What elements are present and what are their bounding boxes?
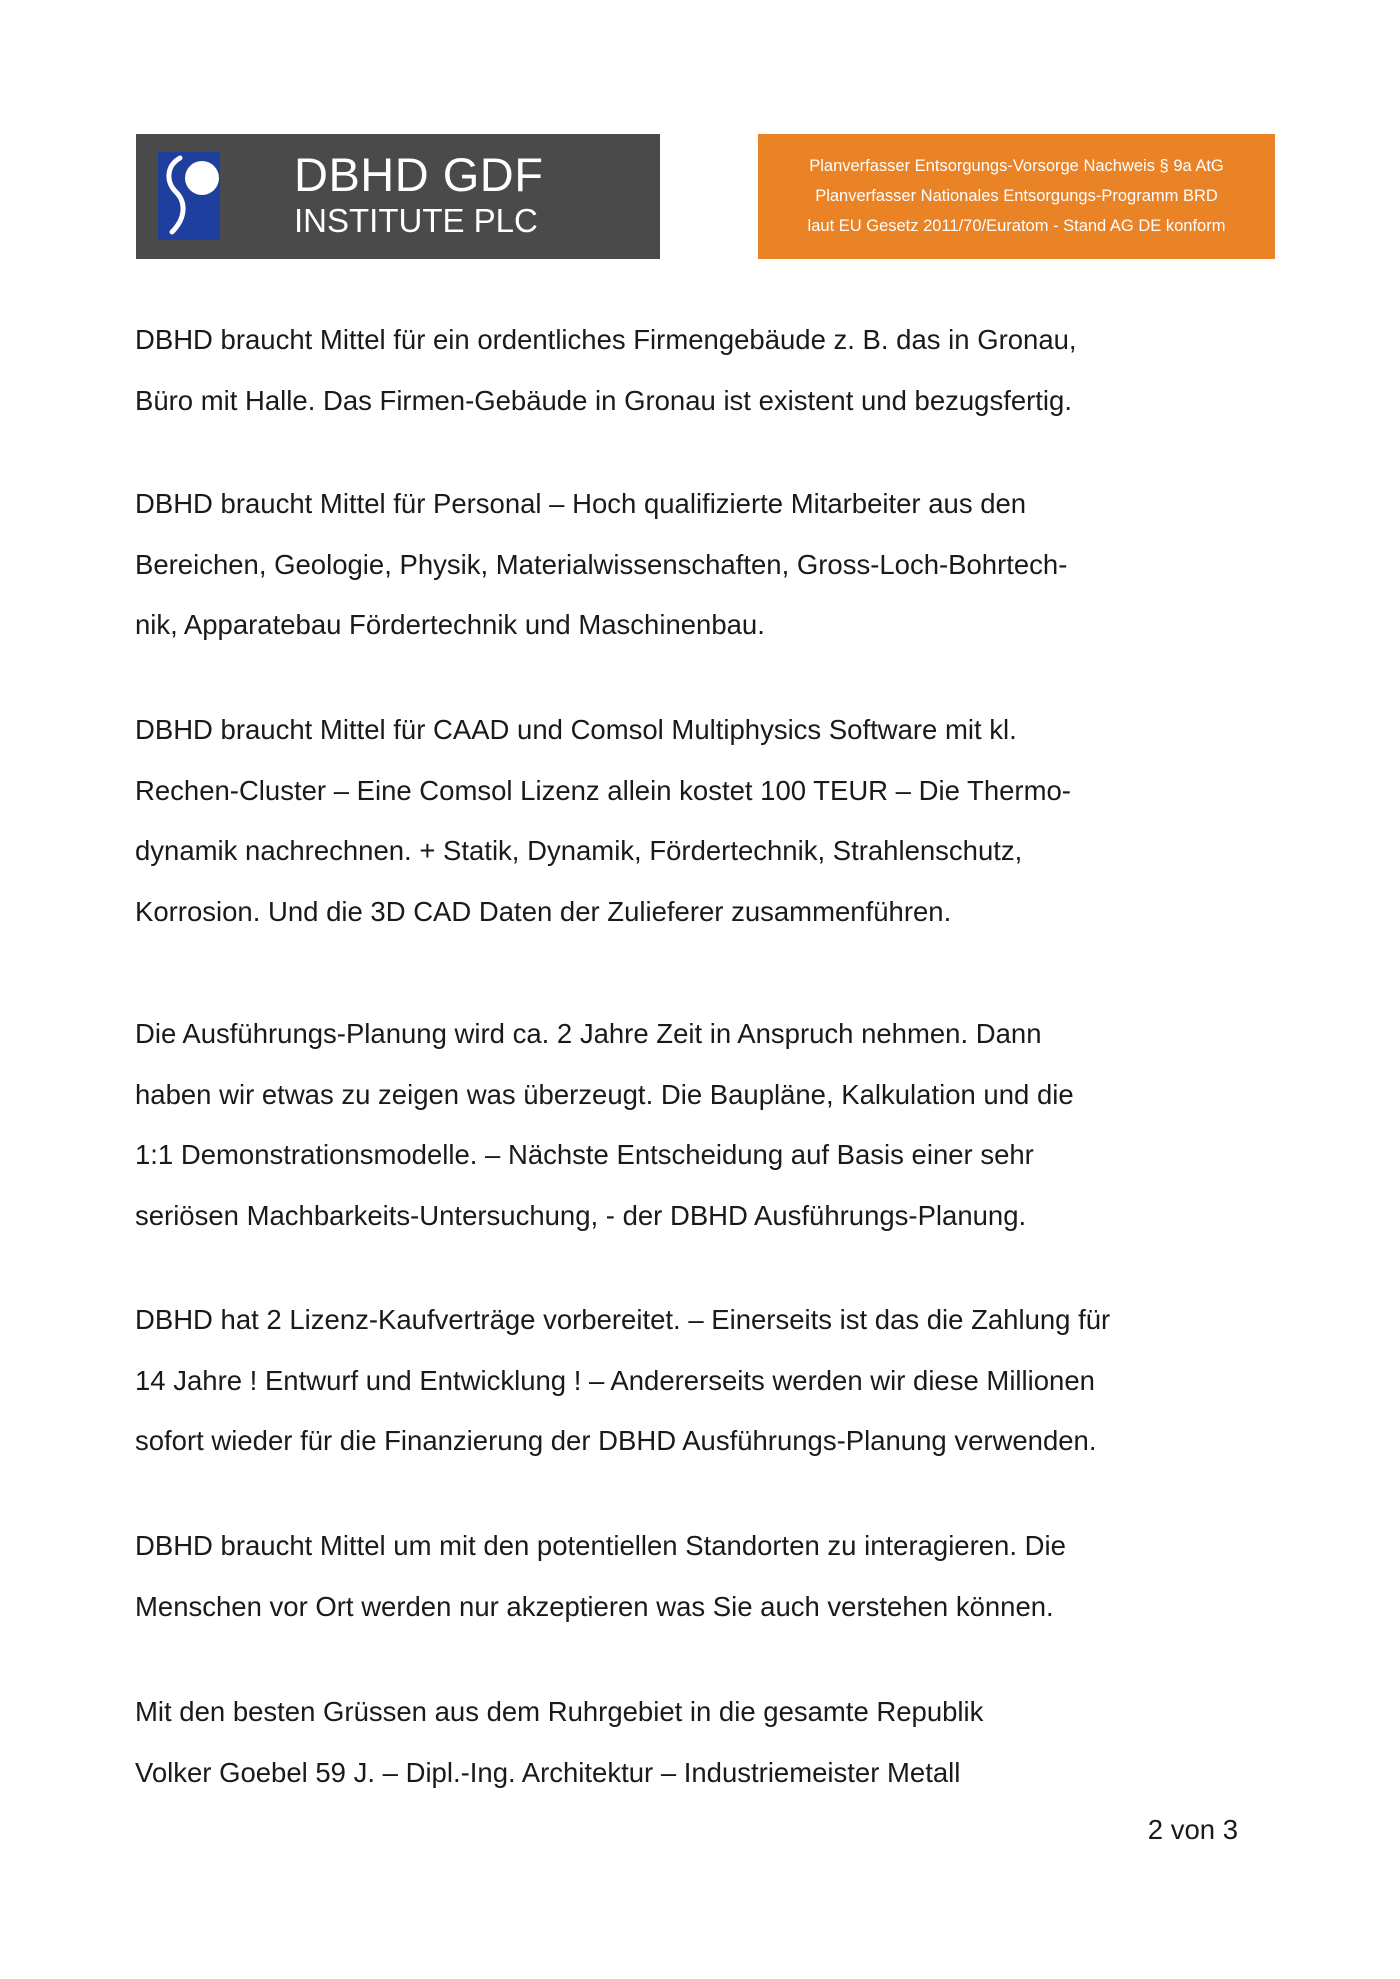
paragraph-standorte: [135, 1516, 1275, 1637]
paragraph-line: 1:1 Demonstrationsmodelle. – Nächste Entscheidung auf Basis einer sehr: [135, 1139, 1034, 1170]
paragraph-firmengebaeude: [135, 310, 1275, 431]
logo-subtitle: INSTITUTE PLC: [294, 202, 538, 239]
closing-signature: [135, 1682, 1275, 1803]
banner-line: Planverfasser Nationales Entsorgungs-Programm BRD: [815, 187, 1218, 205]
paragraph-line: DBHD braucht Mittel um mit den potentiellen Standorten zu interagieren. Die: [135, 1530, 1066, 1561]
page-number: 2 von 3: [1147, 1814, 1238, 1845]
paragraph-line: DBHD braucht Mittel für CAAD und Comsol Multiphysics Software mit kl.: [135, 714, 1017, 745]
banner-line: laut EU Gesetz 2011/70/Euratom - Stand AG DE konform: [807, 217, 1226, 235]
signature-line: Volker Goebel 59 J. – Dipl.-Ing. Architektur – Industriemeister Metall: [135, 1756, 961, 1788]
paragraph-line: nik, Apparatebau Fördertechnik und Maschinenbau.: [135, 609, 765, 640]
closing-greeting: Mit den besten Grüssen aus dem Ruhrgebiet in die gesamte Republik: [135, 1696, 984, 1727]
paragraph-line: Korrosion. Und die 3D CAD Daten der Zulieferer zusammenführen.: [135, 895, 952, 927]
paragraph-line: DBHD braucht Mittel für Personal – Hoch qualifizierte Mitarbeiter aus den: [135, 488, 1027, 519]
paragraph-line: sofort wieder für die Finanzierung der DBHD Ausführungs-Planung verwenden.: [135, 1425, 1097, 1456]
paragraph-line: haben wir etwas zu zeigen was überzeugt. Die Baupläne, Kalkulation und die: [135, 1078, 1074, 1110]
logo-mark-icon: [158, 152, 220, 240]
paragraph-line: Die Ausführungs-Planung wird ca. 2 Jahre Zeit in Anspruch nehmen. Dann: [135, 1018, 1042, 1049]
banner-line: Planverfasser Entsorgungs-Vorsorge Nachweis § 9a AtG: [809, 157, 1224, 175]
paragraph-line: Büro mit Halle. Das Firmen-Gebäude in Gronau ist existent und bezugsfertig.: [135, 384, 1072, 416]
paragraph-ausfuehrungs-planung: [135, 1004, 1275, 1246]
paragraph-line: DBHD hat 2 Lizenz-Kaufverträge vorbereitet. – Einerseits ist das die Zahlung für: [135, 1304, 1111, 1335]
paragraph-software: [135, 700, 1275, 942]
paragraph-line: Bereichen, Geologie, Physik, Materialwissenschaften, Gross-Loch-Bohrtech-: [135, 548, 1068, 580]
paragraph-personal: [135, 474, 1275, 656]
planverfasser-banner: [758, 134, 1275, 259]
paragraph-line: dynamik nachrechnen. + Statik, Dynamik, Fördertechnik, Strahlenschutz,: [135, 835, 1023, 866]
paragraph-line: seriösen Machbarkeits-Untersuchung, - der DBHD Ausführungs-Planung.: [135, 1199, 1027, 1231]
paragraph-line: Rechen-Cluster – Eine Comsol Lizenz allein kostet 100 TEUR – Die Thermo-: [135, 774, 1071, 806]
paragraph-line: DBHD braucht Mittel für ein ordentliches Firmengebäude z. B. das in Gronau,: [135, 324, 1077, 355]
logo-title: DBHD GDF: [294, 148, 544, 201]
paragraph-lizenz-kaufvertraege: [135, 1290, 1275, 1472]
company-logo: [136, 134, 660, 259]
paragraph-line: 14 Jahre ! Entwurf und Entwicklung ! – Andererseits werden wir diese Millionen: [135, 1364, 1095, 1396]
paragraph-line: Menschen vor Ort werden nur akzeptieren was Sie auch verstehen können.: [135, 1590, 1054, 1622]
